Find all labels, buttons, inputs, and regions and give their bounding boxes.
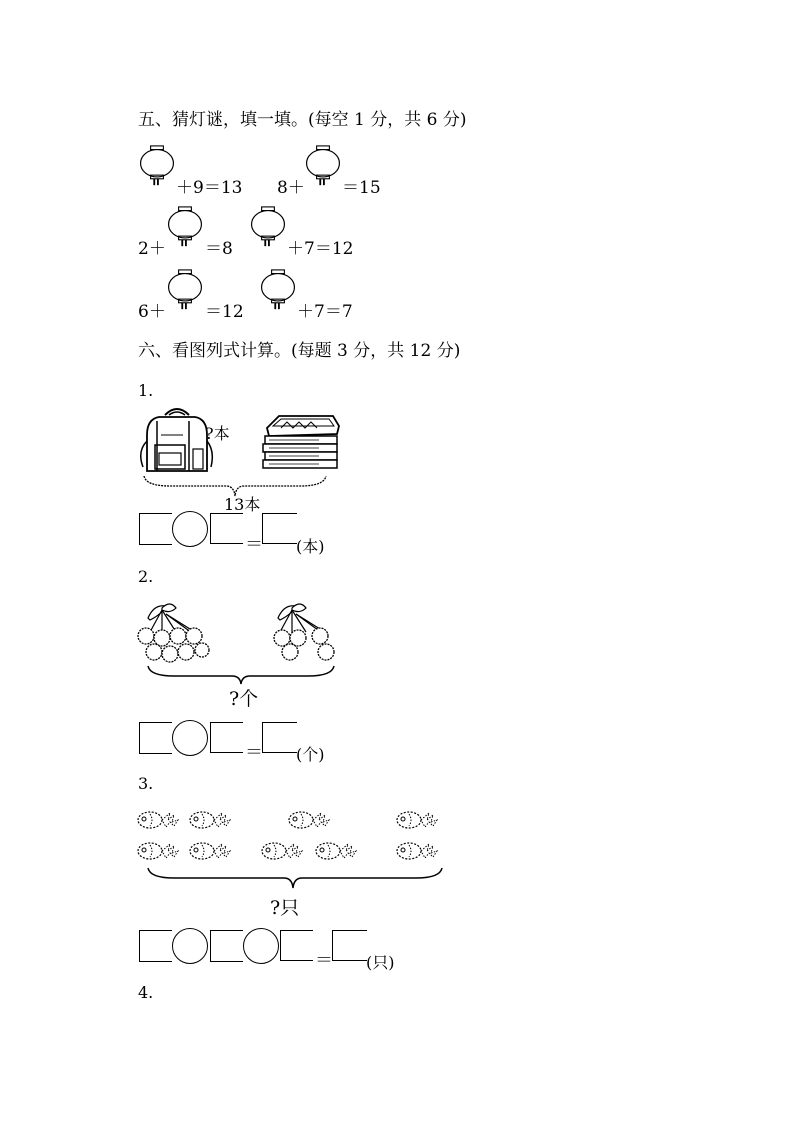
lantern-icon[interactable] xyxy=(303,145,343,187)
label-total-fish: ?只 xyxy=(270,897,300,919)
book-stack-image xyxy=(259,410,343,476)
answer-box[interactable] xyxy=(262,722,297,753)
backpack-image xyxy=(137,405,215,477)
brace-icon xyxy=(144,866,446,890)
equals-sign: ＝ xyxy=(245,534,263,555)
operator-circle[interactable] xyxy=(172,928,208,964)
answer-box[interactable] xyxy=(262,513,297,544)
equation-part: ＋9＝13 xyxy=(176,178,243,198)
equation-part: ＝12 xyxy=(205,302,244,322)
answer-box[interactable] xyxy=(139,930,172,962)
operator-circle[interactable] xyxy=(243,928,279,964)
equals-sign: ＝ xyxy=(245,742,263,763)
lantern-icon[interactable] xyxy=(165,206,205,248)
label-total-cherries: ?个 xyxy=(229,688,259,710)
label-total-books: 13本 xyxy=(224,495,261,514)
lantern-icon[interactable] xyxy=(165,269,205,311)
fish-icon xyxy=(188,841,232,863)
unit-label: (本) xyxy=(296,537,325,556)
label-unknown-books: ?本 xyxy=(205,424,230,443)
answer-box[interactable] xyxy=(280,930,313,961)
section-5-heading: 五、猜灯谜，填一填。(每空 1 分，共 6 分) xyxy=(138,110,467,130)
cherries-image xyxy=(136,600,210,670)
answer-box[interactable] xyxy=(139,513,172,545)
equation-part: ＝15 xyxy=(342,178,381,198)
answer-box[interactable] xyxy=(210,930,243,962)
equation-part: ＋7＝12 xyxy=(287,239,354,259)
lantern-icon[interactable] xyxy=(248,206,288,248)
unit-label: (个) xyxy=(296,745,325,764)
fish-icon xyxy=(395,810,439,832)
section-6-heading: 六、看图列式计算。(每题 3 分，共 12 分) xyxy=(138,341,461,361)
lantern-icon[interactable] xyxy=(258,269,298,311)
operator-circle[interactable] xyxy=(172,720,208,756)
fish-icon xyxy=(287,810,331,832)
cherries-image xyxy=(266,600,340,670)
operator-circle[interactable] xyxy=(172,511,208,547)
fish-icon xyxy=(314,841,358,863)
equation-part: ＋7＝7 xyxy=(297,302,353,322)
fish-icon xyxy=(395,841,439,863)
fish-icon xyxy=(136,810,180,832)
equals-sign: ＝ xyxy=(315,950,333,971)
problem-number: 4. xyxy=(138,983,154,1002)
answer-box[interactable] xyxy=(332,930,367,961)
problem-number: 3. xyxy=(138,774,154,793)
equation-part: 6＋ xyxy=(138,302,166,322)
answer-box[interactable] xyxy=(139,722,172,754)
fish-icon xyxy=(136,841,180,863)
unit-label: (只) xyxy=(366,953,395,972)
answer-box[interactable] xyxy=(210,513,243,544)
equation-part: 8＋ xyxy=(277,178,305,198)
problem-number: 2. xyxy=(138,567,154,586)
equation-part: 2＋ xyxy=(138,239,166,259)
brace-icon xyxy=(144,664,338,686)
lantern-icon[interactable] xyxy=(137,145,177,187)
fish-icon xyxy=(260,841,304,863)
equation-part: ＝8 xyxy=(205,239,233,259)
fish-icon xyxy=(188,810,232,832)
problem-number: 1. xyxy=(138,381,154,400)
answer-box[interactable] xyxy=(210,722,243,753)
